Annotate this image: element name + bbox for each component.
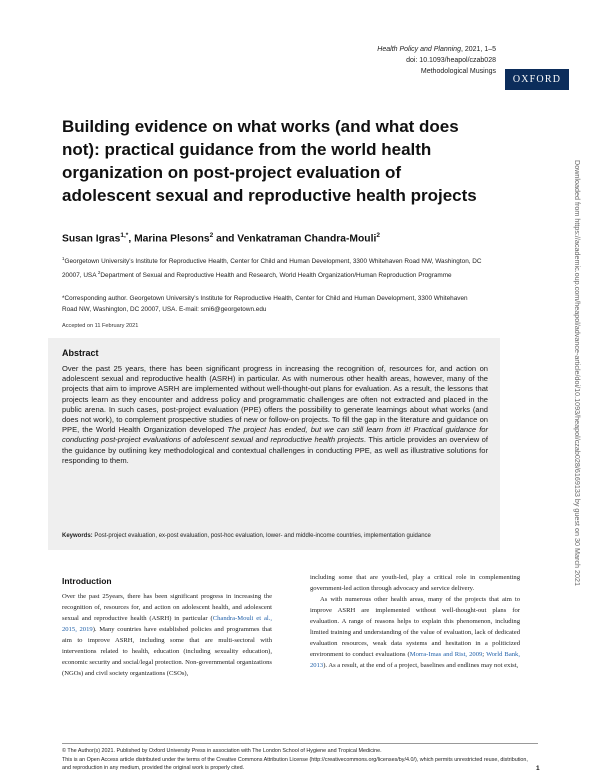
text-run: As with numerous other health areas, many of the projects that aim to improve ASRH are implemented without well-thought-out plans for evaluation. A range of reasons helps to explain this phenomenon, including limited training and understanding of the value of evaluation, lack of dedicated evaluation resources, weak data systems and hesitation in a politicized environment to conduct evaluations ( [310, 596, 520, 658]
abstract-text [62, 364, 488, 466]
affiliation-2: Department of Sexual and Reproductive Health and Research, World Health Organization/Human Reproduction Programme [100, 271, 452, 279]
corresponding-author-mark: * [125, 232, 129, 239]
keywords [62, 532, 488, 542]
accepted-date: Accepted on 11 February 2021 [62, 323, 139, 329]
copyright-footer [62, 747, 532, 773]
copyright-line: © The Author(s) 2021. Published by Oxford University Press in association with The London School of Hygiene and Tropical Medicine. [62, 748, 382, 754]
abstract-text-part: . This article provides an overview of the guidance by outlining key methodological and contextual challenges in conducting PPE, as well as illustrative solutions for responding to them. [62, 435, 488, 465]
oxford-logo: OXFORD [505, 69, 569, 90]
paragraph [310, 594, 520, 671]
article-section: Methodological Musings [420, 68, 496, 75]
author-name: Susan Igras [62, 233, 121, 245]
page-number: 1 [536, 765, 540, 772]
author-name: Marina Plesons [134, 233, 210, 245]
text-run: ). Many countries have established policies and programmes that aim to improve ASRH, including some that are multi-sectoral with interventions related to health, education (including sexuality education), economic security and social/legal protection. Non-governmental organizations (NGOs) and civil society organizations (CSOs), [62, 626, 272, 677]
running-header [377, 44, 496, 77]
journal-name: Health Policy and Planning [377, 46, 461, 53]
affiliation-1: Georgetown University’s Institute for Reproductive Health, Center for Child and Human Development, 3300 Whitehaven Road NW, Washington, DC 20007, USA [62, 258, 482, 279]
abstract-heading: Abstract [62, 348, 99, 358]
body-column-right [310, 572, 520, 671]
author-affiliation-mark: 2 [376, 232, 380, 239]
download-watermark: Downloaded from https://academic.oup.com/heapol/advance-article/doi/10.1093/heapol/czab028/6169133 by guest on 30 March 2021 [573, 160, 582, 586]
guidance-title: The project has ended, but we can still learn from it! Practical guidance for conducting post-project evaluations of adolescent sexual and reproductive health projects [62, 425, 489, 445]
affiliation-mark: 2 [97, 269, 101, 275]
author-separator: , [128, 233, 135, 245]
text-run: ; [482, 651, 487, 658]
author-affiliation-mark: 2 [209, 232, 214, 239]
doi[interactable]: doi: 10.1093/heapol/czab028 [406, 57, 496, 64]
text-run: ). As a result, at the end of a project, baselines and endlines may not exist, [323, 662, 519, 669]
body-column-left [62, 591, 272, 679]
article-title: Building evidence on what works (and what does not): practical guidance from the world health organization on post-project evaluation of adolescent sexual and reproductive health projects [62, 117, 477, 205]
citation-link[interactable]: Chandra-Mouli et al., 2015, 2019 [62, 615, 273, 633]
abstract-text-part: Over the past 25 years, there has been significant progress in increasing the recognition of, resources for, and action on adolescent sexual and reproductive health (ASRH) in particular. As with numerous other health areas, however, many of the projects that aim to improve ASRH are implemented without well-thought-out plans for evaluation. As a result, the lessons that projects learn as they encounter and address policy and programmatic challenges are often not extracted and placed in the public arena. In such cases, post-project evaluation (PPE) offers the possibility to generate learnings about what works (and does not work), to complement prospective studies of new or follow-on projects. To fill the gap in the literature and guidance on PPE, the World Health Organization developed [62, 364, 488, 435]
license-line: This is an Open Access article distributed under the terms of the Creative Commons Attribution License (http://creativecommons.org/licenses/by/4.0/), which permits unrestricted reuse, distribution, and reproduction in any medium, provided the original work is properly cited. [62, 756, 528, 771]
footer-divider [62, 743, 538, 744]
paragraph: including some that are youth-led, play a critical role in complementing government-led action through advocacy and service delivery. [310, 574, 520, 592]
paragraph [62, 591, 272, 679]
keywords-text: Post-project evaluation, ex-post evaluation, post-hoc evaluation, lower- and middle-income countries, implementation guidance [92, 533, 431, 539]
corresponding-author: *Corresponding author. Georgetown University’s Institute for Reproductive Health, Center for Child and Human Development, 3300 Whitehaven Road NW, Washington, DC 20007, USA. E-mail: smi6@georgetown.edu [62, 295, 468, 313]
citation-link[interactable]: Morra-Imas and Rist, 2009 [409, 651, 483, 658]
journal-citation: , 2021, 1–5 [460, 46, 496, 53]
author-name: Venkatraman Chandra-Mouli [237, 233, 377, 245]
affiliation-mark: 1 [62, 256, 65, 261]
affiliations [62, 254, 482, 281]
author-list [62, 232, 380, 244]
introduction-heading: Introduction [62, 576, 112, 586]
citation-link[interactable]: World Bank, 2013 [310, 651, 520, 669]
keywords-label: Keywords: [62, 533, 93, 539]
text-run: Over the past 25years, there has been significant progress in increasing the recognition of, resources for, and action on adolescent health, and adolescent sexual and reproductive health (ASRH) in particular ( [62, 593, 272, 622]
author-separator: and [213, 233, 238, 245]
author-affiliation-mark: 1, [120, 232, 126, 239]
